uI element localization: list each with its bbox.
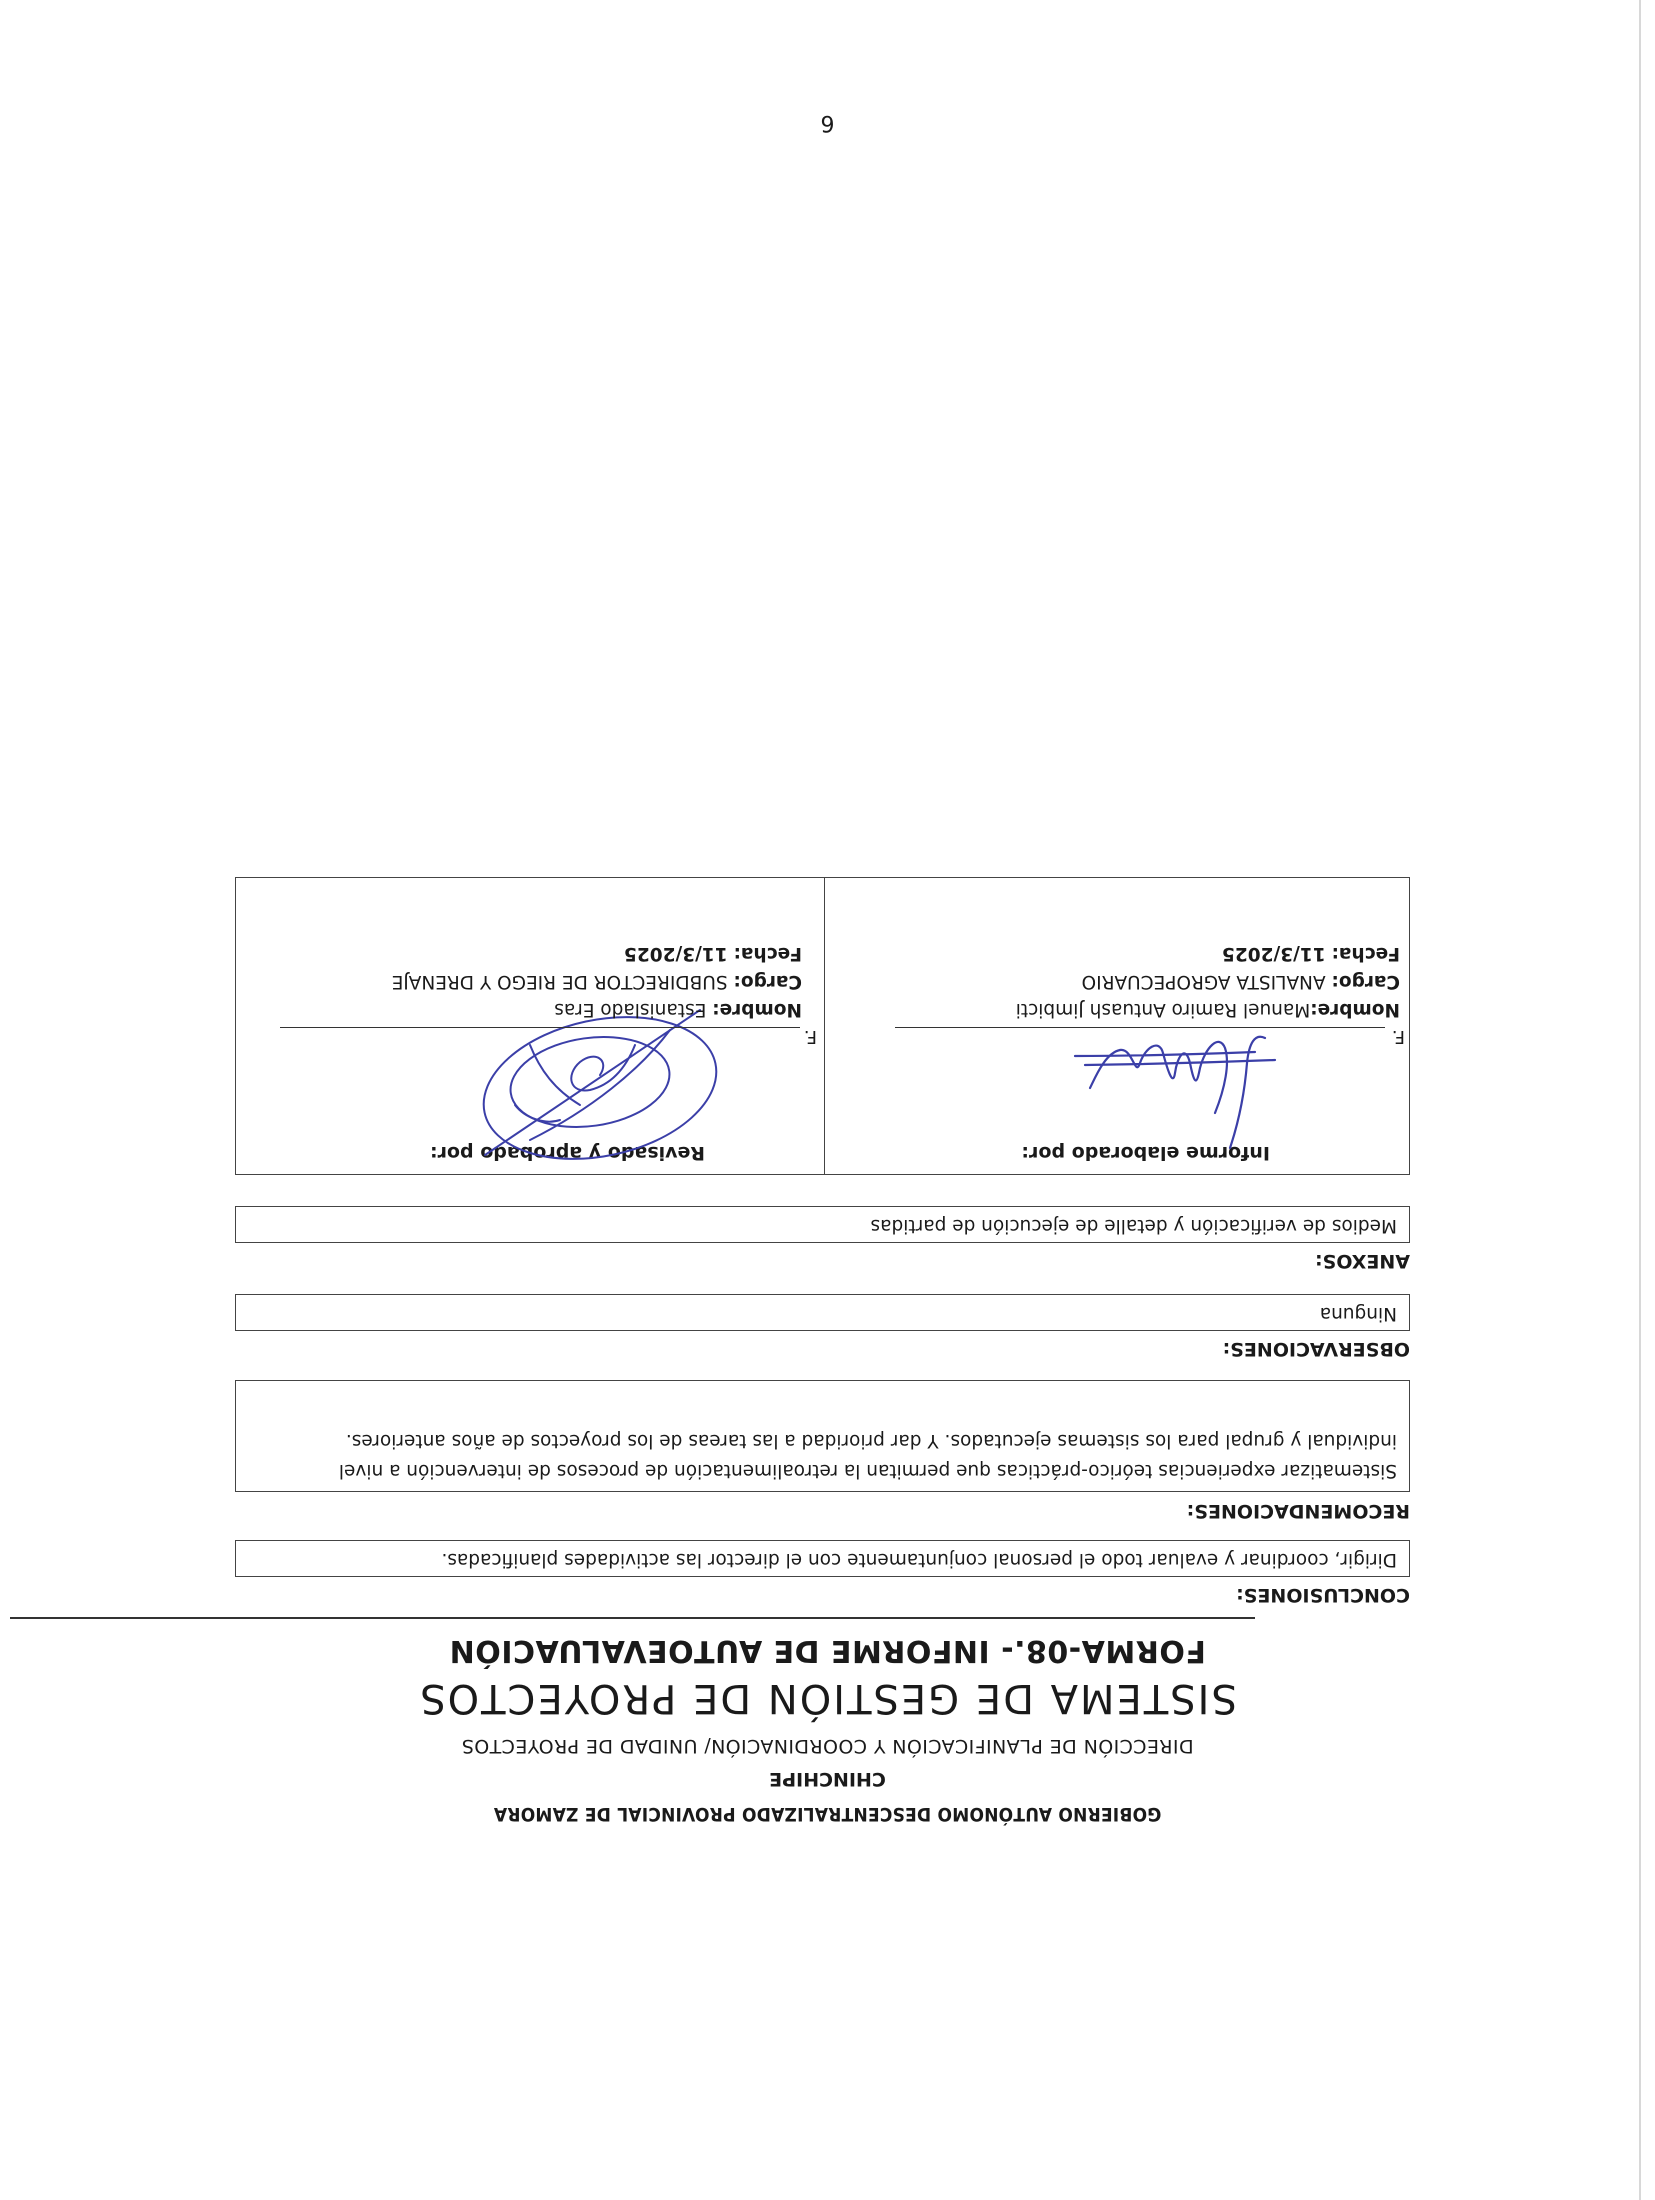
elaborado-nombre-row [1016, 995, 1400, 1023]
revisado-fecha-row [624, 939, 802, 967]
recomendaciones-label: RECOMENDACIONES: [1186, 1500, 1410, 1522]
signature-table-divider [824, 877, 825, 1175]
elaborado-firma-line [895, 1027, 1385, 1028]
revisado-nombre-row [554, 995, 802, 1023]
header-department: DIRECCIÓN DE PLANIFICACIÓN Y COORDINACIÓN/ UNIDAD DE PROYECTOS [461, 1735, 1194, 1757]
elaborado-fecha-row [1222, 939, 1400, 967]
elaborado-cargo-value: ANALISTA AGROPECUARIO [1081, 971, 1326, 992]
observaciones-label: OBSERVACIONES: [1222, 1338, 1410, 1360]
revisado-firma-label: F. [803, 1026, 817, 1047]
elaborado-cargo-label: Cargo: [1331, 971, 1400, 992]
elaborado-cargo-row [1082, 967, 1400, 995]
revisado-cargo-value: SUBDIRECTOR DE RIEGO Y DRENAJE [391, 971, 728, 992]
observaciones-text: Ninguna [1319, 1303, 1397, 1324]
revisado-fecha-value: 11/3/2025 [624, 943, 728, 964]
elaborado-firma-label: F. [1391, 1026, 1405, 1047]
revisado-cargo-row [392, 967, 802, 995]
revisado-nombre-value: Estanislado Eras [554, 999, 707, 1020]
recomendaciones-box [235, 1380, 1410, 1492]
observaciones-box [235, 1294, 1410, 1331]
elaborado-fecha-value: 11/3/2025 [1222, 943, 1326, 964]
recomendaciones-text: Sistematizar experiencias teórico-prácticas que permitan la retroalimentación de procesos de intervención a nivel individual y grupal para los sistemas ejecutados. Y dar prioridad a las tareas de los proyectos de años anteriores. [338, 1430, 1397, 1481]
system-title: SISTEMA DE GESTIÓN DE PROYECTOS [418, 1675, 1237, 1721]
conclusiones-label: CONCLUSIONES: [1236, 1584, 1410, 1606]
page-number: 6 [820, 110, 835, 135]
revisado-firma-line [280, 1027, 800, 1028]
conclusiones-box [235, 1540, 1410, 1577]
elaborado-signature [1065, 1018, 1285, 1158]
header-divider [10, 1617, 1255, 1619]
conclusiones-text: Dirigir, coordinar y evaluar todo el personal conjuntamente con el director las actividades planificadas. [441, 1549, 1397, 1570]
elaborado-nombre-label: Nombre: [1310, 999, 1400, 1020]
anexos-box [235, 1206, 1410, 1243]
anexos-text: Medios de verificación y detalle de ejecución de partidas [870, 1215, 1397, 1236]
revisado-fecha-label: Fecha: [733, 943, 802, 964]
elaborado-nombre-value: Manuel Ramiro Antuash Jimbicti [1015, 999, 1311, 1020]
header-institution-line1: GOBIERNO AUTÓNOMO DESCENTRALIZADO PROVINCIAL DE ZAMORA [493, 1803, 1162, 1825]
revisado-heading: Revisado y aprobado por: [430, 1142, 705, 1164]
revisado-nombre-label: Nombre: [712, 999, 802, 1020]
header-institution-line2: CHINCHIPE [769, 1768, 886, 1790]
anexos-label: ANEXOS: [1315, 1250, 1410, 1272]
elaborado-fecha-label: Fecha: [1331, 943, 1400, 964]
elaborado-heading: Informe elaborado por: [1021, 1142, 1270, 1164]
form-title: FORMA-08.- INFORME DE AUTOEVALUACIÓN [449, 1633, 1206, 1668]
revisado-cargo-label: Cargo: [733, 971, 802, 992]
